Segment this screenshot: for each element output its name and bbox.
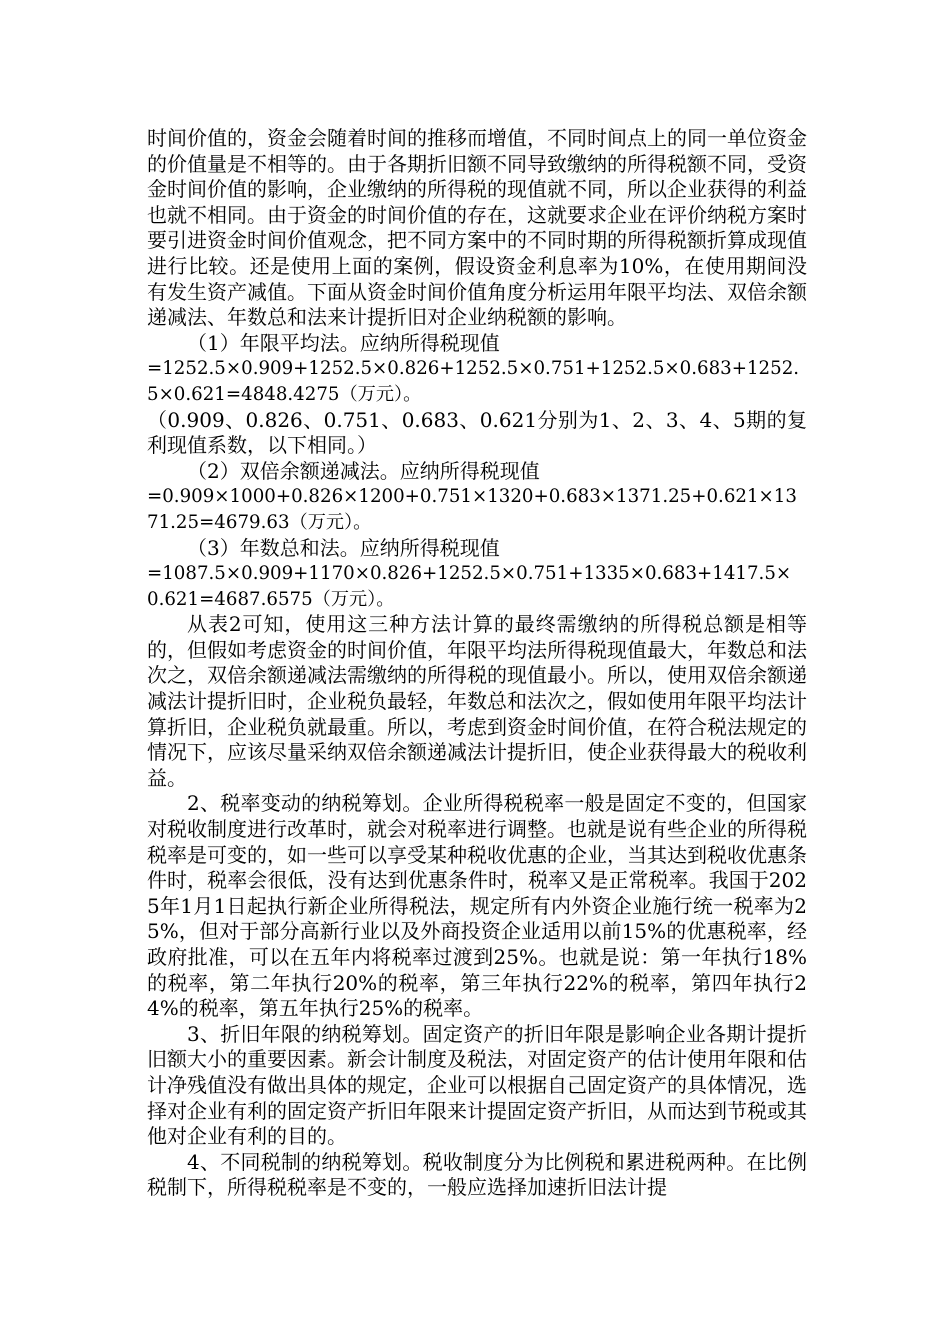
heading-straight-line-method: （1）年限平均法。应纳所得税现值 xyxy=(187,330,500,355)
document-page xyxy=(147,126,807,1201)
paragraph-comparison-conclusion: 从表2可知，使用这三种方法计算的最终需缴纳的所得税总额是相等的，但假如考虑资金的时间价值，年限平均法所得税现值最大，年数总和法次之，双倍余额递减法需缴纳的所得税的现值最小。所以，使用双倍余额递减法计提折旧时，企业税负最轻，年数总和法次之，假如使用年限平均法计算折旧，企业税负就最重。所以，考虑到资金时间价值，在符合税法规定的情况下，应该尽量采纳双倍余额递减法计提折旧，使企业获得最大的税收利益。 xyxy=(147,612,807,790)
heading-sum-of-years-method: （3）年数总和法。应纳所得税现值 xyxy=(187,535,500,560)
paragraph-depreciation-period-planning: 3、折旧年限的纳税筹划。固定资产的折旧年限是影响企业各期计提折旧额大小的重要因素。新会计制度及税法，对固定资产的估计使用年限和估计净残值没有做出具体的规定，企业可以根据自己固定资产的具体情况，选择对企业有利的固定资产折旧年限来计提固定资产折旧，从而达到节税或其他对企业有利的目的。 xyxy=(147,1021,807,1149)
formula-sum-of-years: =1087.5×0.909+1170×0.826+1252.5×0.751+1335×0.683+1417.5×0.621=4687.6575（万元）。 xyxy=(147,563,792,610)
paragraph-time-value-intro: 时间价值的，资金会随着时间的推移而增值，不同时间点上的同一单位资金的价值量是不相等的。由于各期折旧额不同导致缴纳的所得税额不同，受资金时间价值的影响，企业缴纳的所得税的现值就不同，所以企业获得的利益也就不相同。由于资金的时间价值的存在，这就要求企业在评价纳税方案时要引进资金时间价值观念，把不同方案中的不同时期的所得税额折算成现值进行比较。还是使用上面的案例，假设资金利息率为10%，在使用期间没有发生资产减值。下面从资金时间价值角度分析运用年限平均法、双倍余额递减法、年数总和法来计提折旧对企业纳税额的影响。 xyxy=(147,126,807,330)
formula-double-declining: =0.909×1000+0.826×1200+0.751×1320+0.683×1371.25+0.621×1371.25=4679.63（万元）。 xyxy=(147,486,797,533)
formula-straight-line: =1252.5×0.909+1252.5×0.826+1252.5×0.751+1252.5×0.683+1252.5×0.621=4848.4275（万元）。 xyxy=(147,358,800,405)
heading-double-declining-method: （2）双倍余额递减法。应纳所得税现值 xyxy=(187,458,540,483)
note-discount-factors: （0.909、0.826、0.751、0.683、0.621分别为1、2、3、4、5期的复利现值系数，以下相同。） xyxy=(147,407,807,458)
paragraph-tax-rate-planning: 2、税率变动的纳税筹划。企业所得税税率一般是固定不变的，但国家对税收制度进行改革时，就会对税率进行调整。也就是说有些企业的所得税税率是可变的，如一些可以享受某种税收优惠的企业，当其达到税收优惠条件时，税率会很低，没有达到优惠条件时，税率又是正常税率。我国于2025年1月1日起执行新企业所得税法，规定所有内外资企业施行统一税率为25%，但对于部分高新行业以及外商投资企业适用以前15%的优惠税率，经政府批准，可以在五年内将税率过渡到25%。也就是说：第一年执行18%的税率，第二年执行20%的税率，第三年执行22%的税率，第四年执行24%的税率，第五年执行25%的税率。 xyxy=(147,791,807,1021)
paragraph-tax-system-planning: 4、不同税制的纳税筹划。税收制度分为比例税和累进税两种。在比例税制下，所得税税率是不变的，一般应选择加速折旧法计提 xyxy=(147,1149,807,1200)
